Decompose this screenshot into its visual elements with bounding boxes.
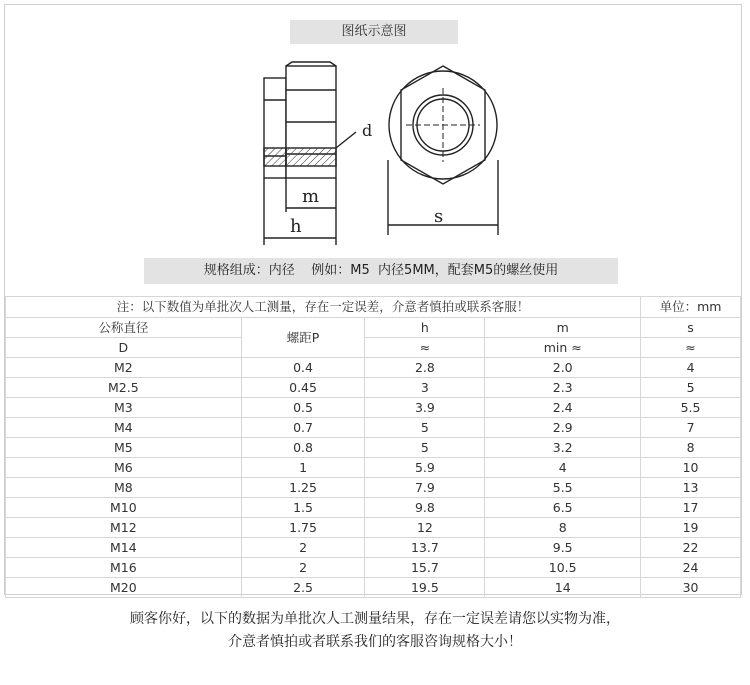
cell-pitch: 0.7 — [241, 418, 365, 438]
cell-m: 9.5 — [485, 538, 641, 558]
cell-h: 7.9 — [365, 478, 485, 498]
header-m-top: m — [485, 318, 641, 338]
cell-pitch: 0.45 — [241, 378, 365, 398]
table-row — [6, 438, 741, 458]
cell-h: 19.5 — [365, 578, 485, 598]
cell-pitch: 2 — [241, 558, 365, 578]
spec-example: 例如：M5 内径5MM，配套M5的螺丝使用 — [311, 263, 559, 278]
cell-m: 2.4 — [485, 398, 641, 418]
table-subheader-row — [6, 338, 741, 358]
cell-pitch: 1.5 — [241, 498, 365, 518]
footer-note-line2: 介意者慎拍或者联系我们的客服咨询规格大小！ — [228, 634, 522, 650]
cell-size: M10 — [6, 498, 242, 518]
cell-h: 2.8 — [365, 358, 485, 378]
cell-s: 17 — [641, 498, 741, 518]
table-note-row — [6, 297, 741, 318]
footer-note-line1: 顾客你好，以下的数据为单批次人工测量结果，存在一定误差请您以实物为准， — [130, 611, 620, 627]
cell-m: 5.5 — [485, 478, 641, 498]
spec-rows — [6, 358, 741, 598]
header-s-top: s — [641, 318, 741, 338]
cell-s: 19 — [641, 518, 741, 538]
cell-m: 3.2 — [485, 438, 641, 458]
dim-label-m: m — [302, 186, 320, 207]
cell-s: 5.5 — [641, 398, 741, 418]
header-d-bottom: D — [6, 338, 242, 358]
cell-size: M20 — [6, 578, 242, 598]
cell-pitch: 2.5 — [241, 578, 365, 598]
table-row — [6, 478, 741, 498]
cell-size: M2 — [6, 358, 242, 378]
diagram-caption: 图纸示意图 — [290, 20, 458, 44]
cell-size: M3 — [6, 398, 242, 418]
cell-h: 12 — [365, 518, 485, 538]
cell-pitch: 0.8 — [241, 438, 365, 458]
cell-s: 10 — [641, 458, 741, 478]
cell-h: 3.9 — [365, 398, 485, 418]
cell-h: 13.7 — [365, 538, 485, 558]
table-row — [6, 378, 741, 398]
cell-size: M2.5 — [6, 378, 242, 398]
cell-size: M14 — [6, 538, 242, 558]
table-row — [6, 498, 741, 518]
table-row — [6, 558, 741, 578]
measurement-note: 注：以下数值为单批次人工测量，存在一定误差，介意者慎拍或联系客服！ — [6, 297, 641, 318]
table-row — [6, 418, 741, 438]
cell-m: 14 — [485, 578, 641, 598]
nut-side-view — [264, 62, 356, 245]
header-h-top: h — [365, 318, 485, 338]
cell-h: 5 — [365, 418, 485, 438]
nut-technical-drawing — [250, 60, 510, 250]
header-d-top: 公称直径 — [6, 318, 242, 338]
cell-s: 7 — [641, 418, 741, 438]
table-row — [6, 538, 741, 558]
dim-label-s: s — [434, 206, 444, 227]
cell-pitch: 0.4 — [241, 358, 365, 378]
table-row — [6, 458, 741, 478]
cell-pitch: 2 — [241, 538, 365, 558]
cell-m: 2.0 — [485, 358, 641, 378]
cell-h: 3 — [365, 378, 485, 398]
header-m-bottom: min ≈ — [485, 338, 641, 358]
cell-s: 4 — [641, 358, 741, 378]
cell-pitch: 1.25 — [241, 478, 365, 498]
cell-size: M12 — [6, 518, 242, 538]
cell-h: 15.7 — [365, 558, 485, 578]
table-row — [6, 398, 741, 418]
header-pitch: 螺距P — [241, 318, 365, 358]
cell-m: 8 — [485, 518, 641, 538]
table-row — [6, 518, 741, 538]
cell-s: 5 — [641, 378, 741, 398]
spec-label: 规格组成：内径 — [203, 263, 295, 278]
header-h-bottom: ≈ — [365, 338, 485, 358]
cell-size: M8 — [6, 478, 242, 498]
cell-size: M16 — [6, 558, 242, 578]
spec-composition-bar — [144, 258, 618, 284]
cell-pitch: 0.5 — [241, 398, 365, 418]
header-s-bottom: ≈ — [641, 338, 741, 358]
cell-s: 30 — [641, 578, 741, 598]
cell-m: 2.3 — [485, 378, 641, 398]
cell-pitch: 1 — [241, 458, 365, 478]
cell-s: 8 — [641, 438, 741, 458]
dim-label-d: d — [362, 121, 373, 140]
unit-label: 单位：mm — [641, 297, 741, 318]
table-row — [6, 578, 741, 598]
cell-pitch: 1.75 — [241, 518, 365, 538]
table-header-row — [6, 318, 741, 338]
cell-m: 10.5 — [485, 558, 641, 578]
cell-h: 5.9 — [365, 458, 485, 478]
cell-h: 9.8 — [365, 498, 485, 518]
cell-s: 22 — [641, 538, 741, 558]
cell-size: M4 — [6, 418, 242, 438]
cell-m: 6.5 — [485, 498, 641, 518]
cell-s: 24 — [641, 558, 741, 578]
cell-size: M5 — [6, 438, 242, 458]
cell-s: 13 — [641, 478, 741, 498]
cell-m: 4 — [485, 458, 641, 478]
spec-table — [5, 296, 741, 598]
cell-m: 2.9 — [485, 418, 641, 438]
cell-h: 5 — [365, 438, 485, 458]
cell-size: M6 — [6, 458, 242, 478]
dim-label-h: h — [290, 216, 302, 237]
table-row — [6, 358, 741, 378]
